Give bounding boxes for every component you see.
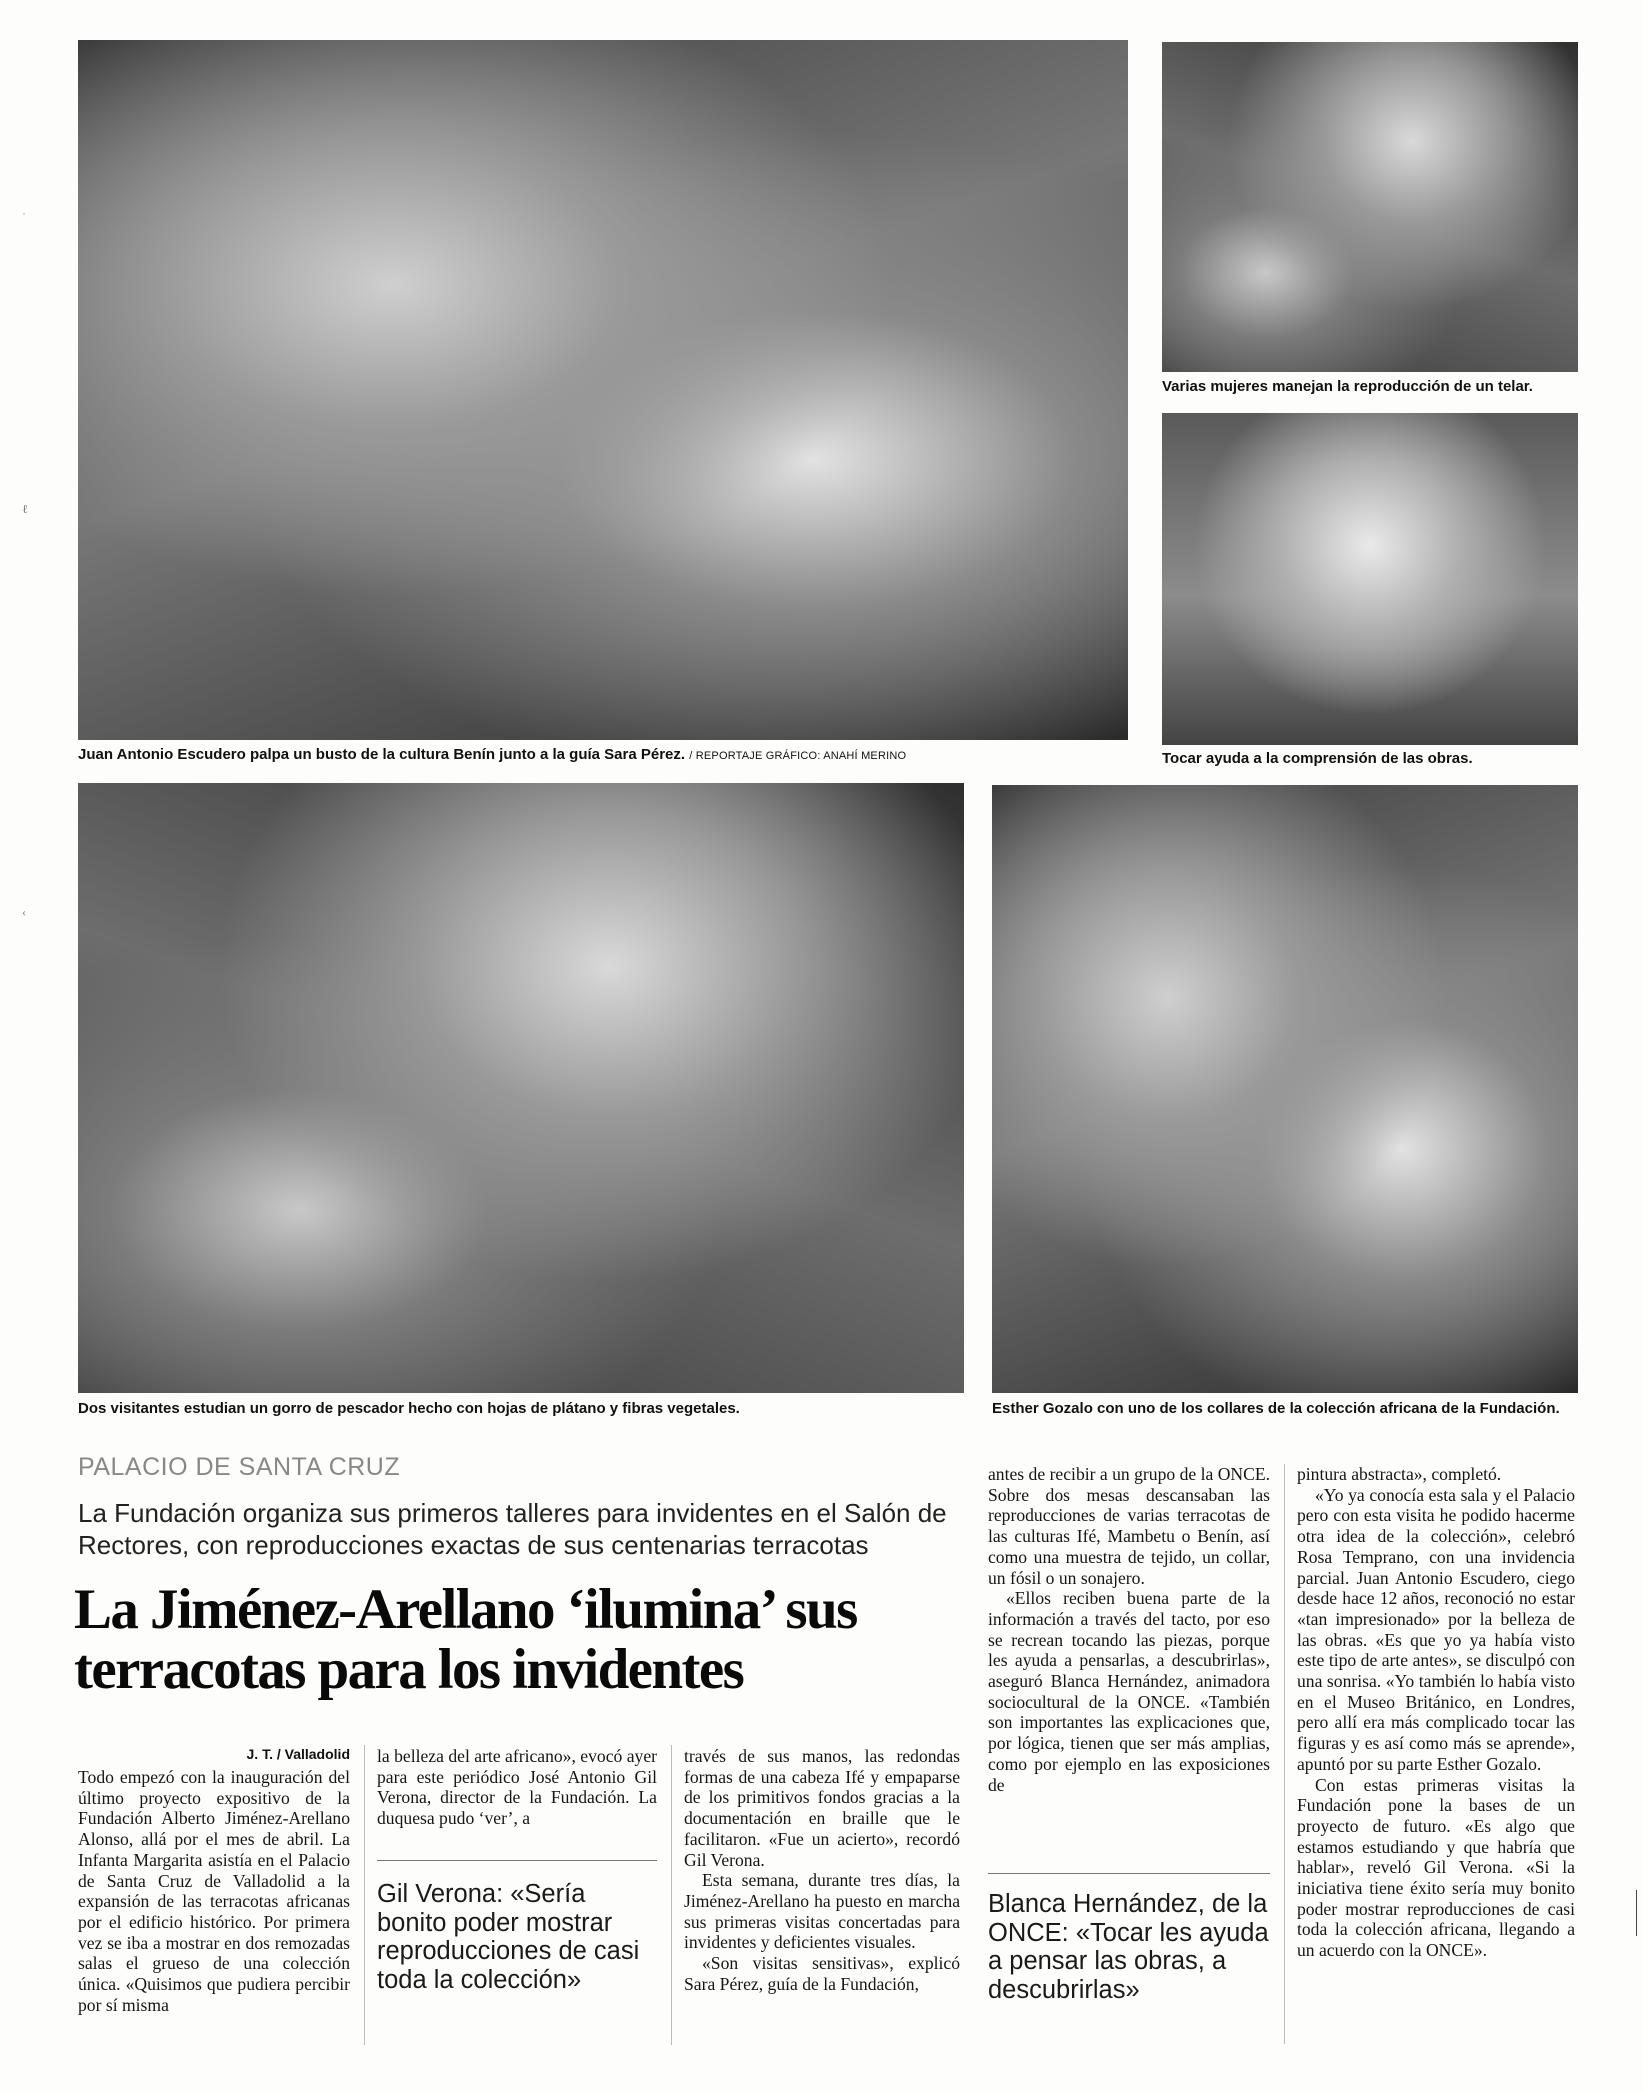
caption-photo3: Tocar ayuda a la comprensión de las obras.: [1162, 750, 1473, 767]
paragraph: «Son visitas sensitivas», explicó Sara Pérez, guía de la Fundación,: [684, 1953, 960, 1994]
column-divider: [1284, 1464, 1285, 2044]
caption-photo2: Varias mujeres manejan la reproducción de un telar.: [1162, 378, 1533, 395]
photo-escudero-busto: [78, 40, 1128, 740]
photo-tocar-obras: [1162, 413, 1578, 745]
photo-credit: / REPORTAJE GRÁFICO: ANAHÍ MERINO: [689, 750, 907, 762]
paragraph: Con estas primeras visitas la Fundación pone la bases de un proyecto de futuro. «Es algo que estamos estudiando y que habría que hablar», reveló Gil Verona. «Si la iniciativa tiene éxito sería muy bonito poder mostrar reproducciones de casi toda la colección africana, llegando a un acuerdo con la ONCE».: [1297, 1774, 1575, 1961]
column-divider: [364, 1745, 365, 2045]
caption-photo5: Esther Gozalo con uno de los collares de la colección africana de la Fundación.: [992, 1400, 1560, 1417]
column-divider: [671, 1745, 672, 2045]
pull-quote-blanca-hernandez: Blanca Hernández, de la ONCE: «Tocar les ayuda a pensar las obras, a descubrirlas»: [988, 1890, 1269, 2004]
photo-esther-collar: [992, 785, 1578, 1393]
pull-quote-rule: [988, 1873, 1270, 1874]
caption-photo1-text: Juan Antonio Escudero palpa un busto de la cultura Benín junto a la guía Sara Pérez.: [78, 746, 686, 763]
section-kicker: PALACIO DE SANTA CRUZ: [78, 1453, 401, 1481]
paragraph: Esta semana, durante tres días, la Jiménez-Arellano ha puesto en marcha sus primeras visitas concertadas para invidentes y deficientes visuales.: [684, 1870, 960, 1953]
photo-gorro-pescador: [78, 783, 964, 1393]
pull-quote-rule: [377, 1860, 657, 1861]
margin-mark: ℓ: [22, 502, 28, 516]
paragraph: la belleza del arte africano», evocó ayer para este periódico José Antonio Gil Verona, director de la Fundación. La duquesa pudo ‘ver’, a: [377, 1746, 657, 1829]
caption-photo1: [78, 746, 906, 765]
paragraph: antes de recibir a un grupo de la ONCE. Sobre dos mesas descansaban las reproducciones de varias terracotas de las culturas Ifé, Mambetu o Benín, así como una muestra de tejido, un collar, un fósil o un sonajero.: [988, 1464, 1270, 1588]
article-subhead: La Fundación organiza sus primeros talleres para invidentes en el Salón de Rectores, con reproducciones exactas de sus centenarias terracotas: [78, 1498, 947, 1560]
photo-telar: [1162, 42, 1578, 372]
article-column-5: [1297, 1464, 1575, 1961]
byline: J. T. / Valladolid: [246, 1746, 350, 1762]
article-headline: La Jiménez-Arellano ‘ilumina’ sus terracotas para los invidentes: [74, 1578, 857, 1701]
paragraph: través de sus manos, las redondas formas de una cabeza Ifé y empaparse de los primitivos fondos gracias a la documentación en braille que le facilitaron. «Fue un acierto», recordó Gil Verona.: [684, 1746, 960, 1870]
pull-quote-gil-verona: Gil Verona: «Sería bonito poder mostrar reproducciones de casi toda la colección»: [377, 1880, 640, 1994]
article-column-2: [377, 1746, 657, 1829]
caption-photo4: Dos visitantes estudian un gorro de pescador hecho con hojas de plátano y fibras vegetales.: [78, 1400, 740, 1417]
paragraph: Todo empezó con la inauguración del último proyecto expositivo de la Fundación Alberto Jiménez-Arellano Alonso, allá por el mes de abril. La Infanta Margarita asistía en el Palacio de Santa Cruz de Valladolid a la expansión de las terracotas africanas por el edificio histórico. Por primera vez se iba a mostrar en dos remozadas salas el grueso de una colección única. «Quisimos que pudiera percibir por sí misma: [78, 1767, 350, 2015]
article-column-1: [78, 1767, 350, 2015]
margin-mark: ˙: [22, 210, 26, 224]
paragraph: «Ellos reciben buena parte de la información a través del tacto, por eso se recrean tocando las piezas, porque les ayuda a pensarlas, a descubrirlas», aseguró Blanca Hernández, animadora sociocultural de la ONCE. «También son importantes las explicaciones que, por lógica, tienen que ser más amplias, como por ejemplo en las exposiciones de: [988, 1588, 1270, 1795]
article-column-3: [684, 1746, 960, 1994]
margin-mark: ‹: [22, 905, 26, 919]
right-edge-mark: [1636, 1890, 1637, 1936]
paragraph: «Yo ya conocía esta sala y el Palacio pero con esta visita he podido hacerme otra idea de la colección», celebró Rosa Temprano, con una invidencia parcial. Juan Antonio Escudero, ciego desde hace 12 años, reconoció no estar «tan impresionado» por la belleza de las obras. «Es que yo ya había visto este tipo de arte antes», se disculpó con una sonrisa. «Yo también lo había visto en el Museo Británico, en Londres, pero allí era más complicado tocar las figuras y es así como más se aprende», apuntó por su parte Esther Gozalo.: [1297, 1484, 1575, 1774]
paragraph: pintura abstracta», completó.: [1297, 1464, 1502, 1484]
article-column-4: [988, 1464, 1270, 1795]
